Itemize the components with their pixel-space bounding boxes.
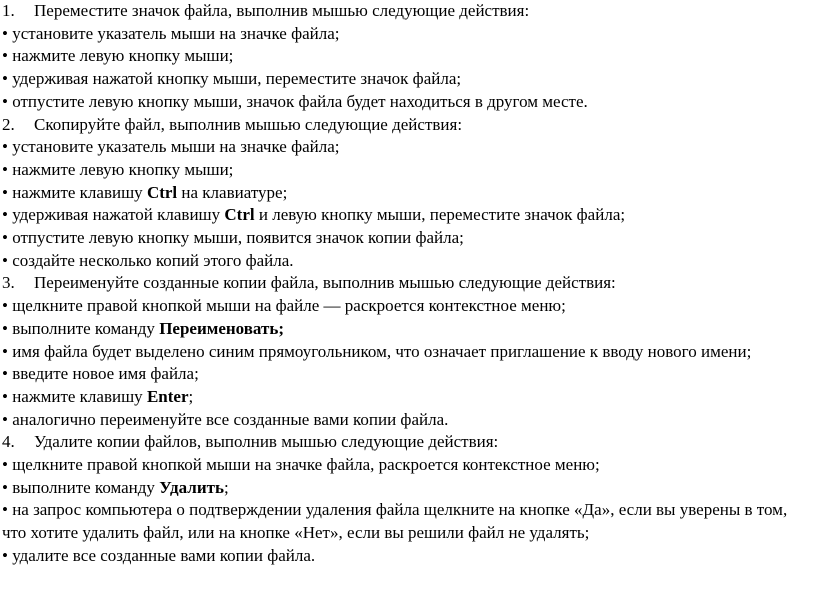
section-4-step-1: • щелкните правой кнопкой мыши на значке файла, раскроется контекстное меню; xyxy=(2,455,600,475)
step-text: на клавиатуре; xyxy=(177,182,288,202)
section-2-step-2: • нажмите левую кнопку мыши; xyxy=(2,159,234,179)
section-1-step-4: • отпустите левую кнопку мыши, значок файла будет находиться в другом месте. xyxy=(2,91,588,111)
section-2-step-1: • установите указатель мыши на значке файла; xyxy=(2,137,340,157)
step-text: • нажмите клавишу xyxy=(2,182,147,202)
section-1-step-3: • удерживая нажатой кнопку мыши, переместите значок файла; xyxy=(2,69,462,89)
section-4-heading xyxy=(2,431,810,454)
section-1-step-1: • установите указатель мыши на значке файла; xyxy=(2,23,340,43)
section-3-step-5 xyxy=(2,386,810,409)
instruction-document xyxy=(2,0,810,568)
step-text: • выполните команду xyxy=(2,318,160,338)
section-2-title: Скопируйте файл, выполнив мышью следующие действия: xyxy=(34,114,463,134)
section-2-step-5: • отпустите левую кнопку мыши, появится значок копии файла; xyxy=(2,228,464,248)
section-3-step-2 xyxy=(2,318,810,341)
rename-command-label: Переименовать; xyxy=(159,318,284,338)
section-3-step-3: • имя файла будет выделено синим прямоугольником, что означает приглашение к вводу нового имени; xyxy=(2,341,752,361)
section-3-step-6: • аналогично переименуйте все созданные вами копии файла. xyxy=(2,409,449,429)
step-text: • удерживая нажатой клавишу xyxy=(2,205,225,225)
section-4-title: Удалите копии файлов, выполнив мышью следующие действия: xyxy=(34,432,499,452)
section-4-step-2 xyxy=(2,477,810,500)
step-text: и левую кнопку мыши, переместите значок файла; xyxy=(254,205,626,225)
section-2-step-3 xyxy=(2,182,810,205)
section-1-step-2: • нажмите левую кнопку мыши; xyxy=(2,46,234,66)
section-4-step-4: • удалите все созданные вами копии файла. xyxy=(2,545,316,565)
section-3-step-1: • щелкните правой кнопкой мыши на файле — раскроется контекстное меню; xyxy=(2,296,566,316)
section-4-step-3: • на запрос компьютера о подтверждении удаления файла щелкните на кнопке «Да», если вы уверены в том, что хотите удалить файл, или на кнопке «Нет», если вы решили файл не удалять; xyxy=(2,500,788,543)
section-1-title: Переместите значок файла, выполнив мышью следующие действия: xyxy=(34,1,530,20)
section-2-step-6: • создайте несколько копий этого файла. xyxy=(2,250,294,270)
ctrl-key-label: Ctrl xyxy=(224,205,255,225)
step-text: • выполните команду xyxy=(2,477,160,497)
section-3-number: 3. xyxy=(2,273,15,293)
section-1-heading xyxy=(2,0,810,23)
section-3-step-4: • введите новое имя файла; xyxy=(2,364,199,384)
step-text: ; xyxy=(223,477,229,497)
delete-command-label: Удалить xyxy=(159,477,224,497)
section-2-heading xyxy=(2,114,810,137)
section-2-number: 2. xyxy=(2,114,15,134)
ctrl-key-label: Ctrl xyxy=(146,182,178,202)
step-text: ; xyxy=(188,386,194,406)
section-3-heading xyxy=(2,272,810,295)
section-1-number: 1. xyxy=(2,1,15,20)
enter-key-label: Enter xyxy=(146,386,189,406)
section-3-title: Переименуйте созданные копии файла, выполнив мышью следующие действия: xyxy=(34,273,616,293)
step-text: • нажмите клавишу xyxy=(2,386,147,406)
section-4-number: 4. xyxy=(2,432,15,452)
section-2-step-4 xyxy=(2,204,810,227)
